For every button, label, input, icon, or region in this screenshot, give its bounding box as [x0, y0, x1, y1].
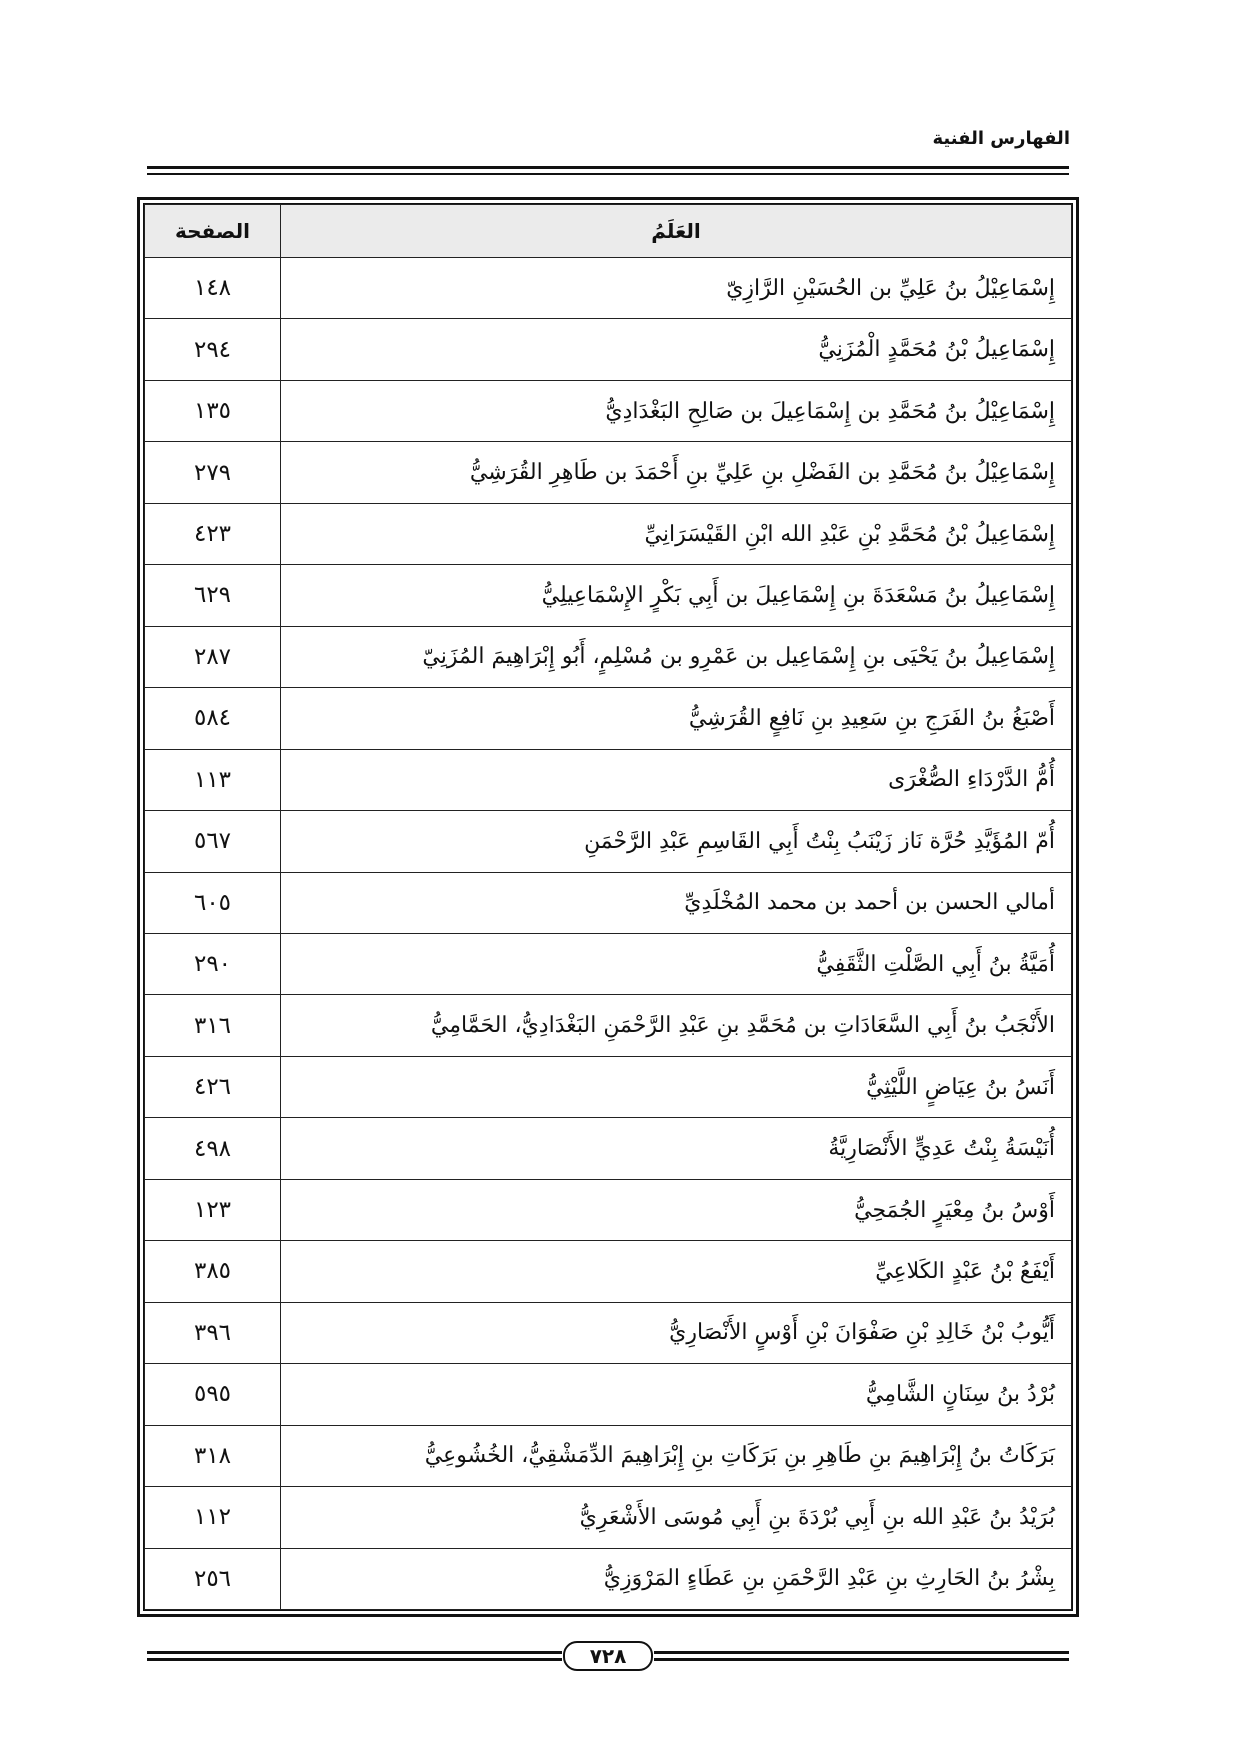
entry-name: إِسْمَاعِيلُ بنُ مَسْعَدَةَ بنِ إِسْمَاعِيلَ بن أَبِي بَكْرٍ الإِسْمَاعِيلِيُّ	[281, 565, 1072, 626]
table-row	[145, 1241, 1072, 1302]
entry-name: بَرَكَاتُ بنُ إِبْرَاهِيمَ بنِ طَاهِرِ بنِ بَرَكَاتِ بنِ إِبْرَاهِيمَ الدِّمَشْقِيُّ، الخُشُوعِيُّ	[281, 1425, 1072, 1486]
entry-name: أَيُّوبُ بْنُ خَالِدِ بْنِ صَفْوَانَ بْنِ أَوْسٍ الأَنْصَارِيُّ	[281, 1302, 1072, 1363]
table-row	[145, 1302, 1072, 1363]
entry-page: ١١٢	[145, 1487, 281, 1548]
entry-page: ٤٢٣	[145, 503, 281, 564]
entry-name: أَنَسُ بنُ عِيَاضٍ اللَّيْثِيُّ	[281, 1056, 1072, 1117]
index-table-frame	[137, 197, 1079, 1617]
entry-page: ٥٩٥	[145, 1364, 281, 1425]
entry-name: أُنَيْسَةُ بِنْتُ عَدِيٍّ الأَنْصَارِيَّةُ	[281, 1118, 1072, 1179]
table-header-row	[145, 205, 1072, 258]
table-row	[145, 811, 1072, 872]
entry-page: ٤٩٨	[145, 1118, 281, 1179]
table-row	[145, 688, 1072, 749]
table-row	[145, 1056, 1072, 1117]
table-row	[145, 995, 1072, 1056]
entry-name: بُرْدُ بنُ سِنَانٍ الشَّامِيُّ	[281, 1364, 1072, 1425]
table-body	[145, 258, 1072, 1610]
page-footer	[147, 1641, 1069, 1671]
table-row	[145, 872, 1072, 933]
table-row	[145, 1425, 1072, 1486]
entry-name: أَوْسُ بنُ مِعْيَرٍ الجُمَحِيُّ	[281, 1179, 1072, 1240]
entry-page: ٢٩٠	[145, 933, 281, 994]
entry-page: ٦٢٩	[145, 565, 281, 626]
column-header-name: العَلَمُ	[281, 205, 1072, 258]
page-number-badge: ٧٢٨	[563, 1641, 653, 1671]
entry-page: ٣١٨	[145, 1425, 281, 1486]
entry-page: ١٢٣	[145, 1179, 281, 1240]
running-title: الفهارس الفنية	[932, 128, 1070, 149]
entry-name: بُرَيْدُ بنُ عَبْدِ الله بنِ أَبِي بُرْدَةَ بنِ أَبِي مُوسَى الأَشْعَرِيُّ	[281, 1487, 1072, 1548]
entry-page: ٣٨٥	[145, 1241, 281, 1302]
entry-page: ١١٣	[145, 749, 281, 810]
entry-page: ٥٦٧	[145, 811, 281, 872]
table-row	[145, 1548, 1072, 1609]
entry-name: إِسْمَاعِيْلُ بنُ مُحَمَّدِ بن إِسْمَاعِيلَ بن صَالِحِ البَغْدَادِيُّ	[281, 380, 1072, 441]
footer-rule-right	[654, 1651, 1069, 1661]
entry-page: ١٣٥	[145, 380, 281, 441]
entry-page: ٢٥٦	[145, 1548, 281, 1609]
entry-name: الأَنْجَبُ بنُ أَبِي السَّعَادَاتِ بن مُحَمَّدِ بنِ عَبْدِ الرَّحْمَنِ البَغْدَادِيُّ، الحَمَّامِيُّ	[281, 995, 1072, 1056]
entry-name: بِشْرُ بنُ الحَارِثِ بنِ عَبْدِ الرَّحْمَنِ بنِ عَطَاءٍ المَرْوَزِيُّ	[281, 1548, 1072, 1609]
header-divider	[147, 166, 1069, 175]
table-row	[145, 1487, 1072, 1548]
footer-rule-left	[147, 1651, 562, 1661]
entry-page: ٢٨٧	[145, 626, 281, 687]
entry-name: إِسْمَاعِيلُ بْنُ مُحَمَّدٍ الْمُزَنِيُّ	[281, 319, 1072, 380]
names-index-table	[144, 204, 1072, 1610]
entry-name: أُمَيَّةُ بنُ أَبِي الصَّلْتِ الثَّقَفِيُّ	[281, 933, 1072, 994]
entry-page: ٥٨٤	[145, 688, 281, 749]
entry-page: ٢٧٩	[145, 442, 281, 503]
entry-name: أُمُّ الدَّرْدَاءِ الصُّغْرَى	[281, 749, 1072, 810]
table-row	[145, 319, 1072, 380]
table-row	[145, 1118, 1072, 1179]
table-row	[145, 565, 1072, 626]
table-row	[145, 503, 1072, 564]
entry-page: ٢٩٤	[145, 319, 281, 380]
column-header-page: الصفحة	[145, 205, 281, 258]
entry-name: أَيْفَعُ بْنُ عَبْدٍ الكَلاعِيِّ	[281, 1241, 1072, 1302]
entry-name: إِسْمَاعِيلُ بْنُ مُحَمَّدِ بْنِ عَبْدِ الله ابْنِ القَيْسَرَانِيِّ	[281, 503, 1072, 564]
table-row	[145, 258, 1072, 319]
table-row	[145, 1179, 1072, 1240]
table-row	[145, 1364, 1072, 1425]
table-row	[145, 380, 1072, 441]
table-row	[145, 442, 1072, 503]
index-table-inner	[143, 203, 1073, 1611]
entry-page: ٣١٦	[145, 995, 281, 1056]
entry-page: ٤٢٦	[145, 1056, 281, 1117]
entry-name: إِسْمَاعِيلُ بنُ يَحْيَى بنِ إِسْمَاعِيل بن عَمْرِو بن مُسْلِمٍ، أَبُو إِبْرَاهِيمَ المُزَنِيّ	[281, 626, 1072, 687]
entry-name: أَصْبَغُ بنُ الفَرَجِ بنِ سَعِيدِ بنِ نَافِعٍ القُرَشِيُّ	[281, 688, 1072, 749]
entry-name: إِسْمَاعِيْلُ بنُ عَلِيِّ بن الحُسَيْنِ الرَّازِيّ	[281, 258, 1072, 319]
table-row	[145, 933, 1072, 994]
entry-name: أُمّ المُؤَيَّدِ حُرَّة نَاز زَيْنَبُ بِنْتُ أَبِي القَاسِمِ عَبْدِ الرَّحْمَنِ	[281, 811, 1072, 872]
entry-page: ٣٩٦	[145, 1302, 281, 1363]
entry-name: إِسْمَاعِيْلُ بنُ مُحَمَّدِ بن الفَضْلِ بنِ عَلِيِّ بنِ أَحْمَدَ بن طَاهِرِ القُرَشِيُّ	[281, 442, 1072, 503]
table-row	[145, 626, 1072, 687]
table-row	[145, 749, 1072, 810]
entry-name: أمالي الحسن بن أحمد بن محمد المُخْلَدِيِّ	[281, 872, 1072, 933]
entry-page: ٦٠٥	[145, 872, 281, 933]
entry-page: ١٤٨	[145, 258, 281, 319]
